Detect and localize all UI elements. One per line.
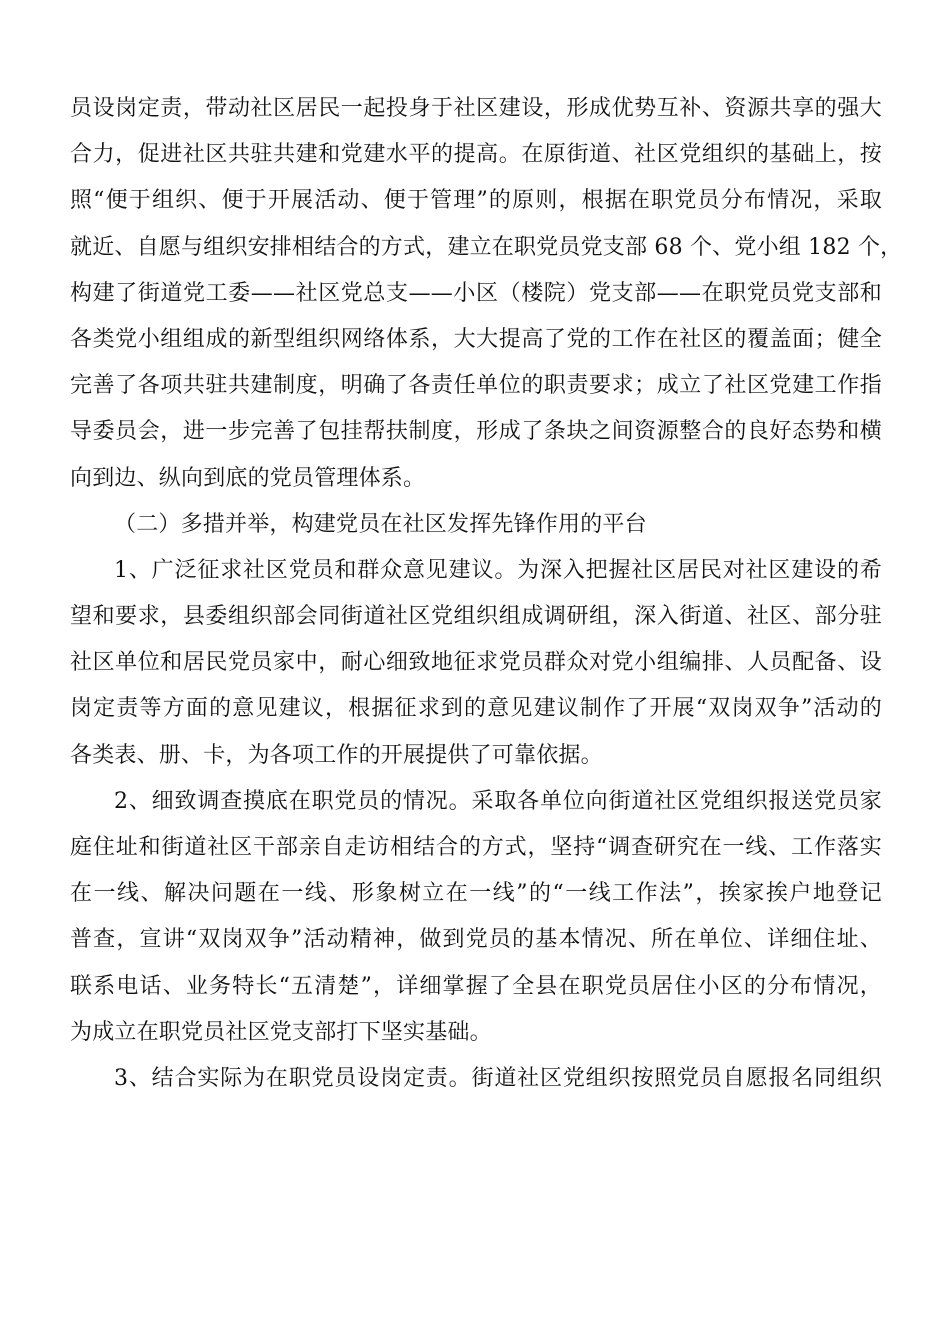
paragraph-1-line: 望和要求，县委组织部会同街道社区党组织组成调研组，深入街道、社区、部分驻 — [70, 604, 882, 630]
text-line: 向到边、纵向到底的党员管理体系。 — [70, 465, 426, 491]
paragraph-1-line: 岗定责等方面的意见建议，根据征求到的意见建议制作了开展“双岗双争”活动的 — [70, 696, 882, 722]
paragraph-2-line: 联系电话、业务特长“五清楚”，详细掌握了全县在职党员居住小区的分布情况， — [70, 973, 882, 999]
document-body — [70, 86, 903, 1102]
paragraph-2-line: 庭住址和街道社区干部亲自走访相结合的方式，坚持“调查研究在一线、工作落实 — [70, 835, 882, 860]
text-line: 导委员会，进一步完善了包挂帮扶制度，形成了条块之间资源整合的良好态势和横 — [70, 419, 882, 445]
text-line: 合力，促进社区共驻共建和党建水平的提高。在原街道、社区党组织的基础上，按 — [70, 142, 882, 168]
section-heading: （二）多措并举，构建党员在社区发挥先锋作用的平台 — [114, 511, 647, 537]
text-line: 员设岗定责，带动社区居民一起投身于社区建设，形成优势互补、资源共享的强大 — [70, 96, 882, 121]
paragraph-3-line: 3、结合实际为在职党员设岗定责。街道社区党组织按照党员自愿报名同组织 — [114, 1065, 882, 1091]
text-line: 照“便于组织、便于开展活动、便于管理”的原则，根据在职党员分布情况，采取 — [70, 188, 882, 214]
paragraph-1-line: 1、广泛征求社区党员和群众意见建议。为深入把握社区居民对社区建设的希 — [114, 557, 882, 583]
paragraph-2-line: 在一线、解决问题在一线、形象树立在一线”的“一线工作法”，挨家挨户地登记 — [70, 881, 882, 907]
paragraph-2-line: 为成立在职党员社区党支部打下坚实基础。 — [70, 1019, 492, 1045]
text-line: 就近、自愿与组织安排相结合的方式，建立在职党员党支部 68 个、党小组 182 个， — [70, 234, 903, 260]
paragraph-1-line: 各类表、册、卡，为各项工作的开展提供了可靠依据。 — [70, 742, 603, 768]
paragraph-2-line: 普查，宣讲“双岗双争”活动精神，做到党员的基本情况、所在单位、详细住址、 — [70, 927, 882, 953]
text-line: 构建了街道党工委——社区党总支——小区（楼院）党支部——在职党员党支部和 — [70, 280, 882, 306]
text-line: 各类党小组组成的新型组织网络体系，大大提高了党的工作在社区的覆盖面；健全 — [70, 326, 882, 352]
paragraph-2-line: 2、细致调查摸底在职党员的情况。采取各单位向街道社区党组织报送党员家 — [114, 788, 882, 814]
text-line: 完善了各项共驻共建制度，明确了各责任单位的职责要求；成立了社区党建工作指 — [70, 373, 882, 399]
paragraph-1-line: 社区单位和居民党员家中，耐心细致地征求党员群众对党小组编排、人员配备、设 — [70, 650, 882, 676]
